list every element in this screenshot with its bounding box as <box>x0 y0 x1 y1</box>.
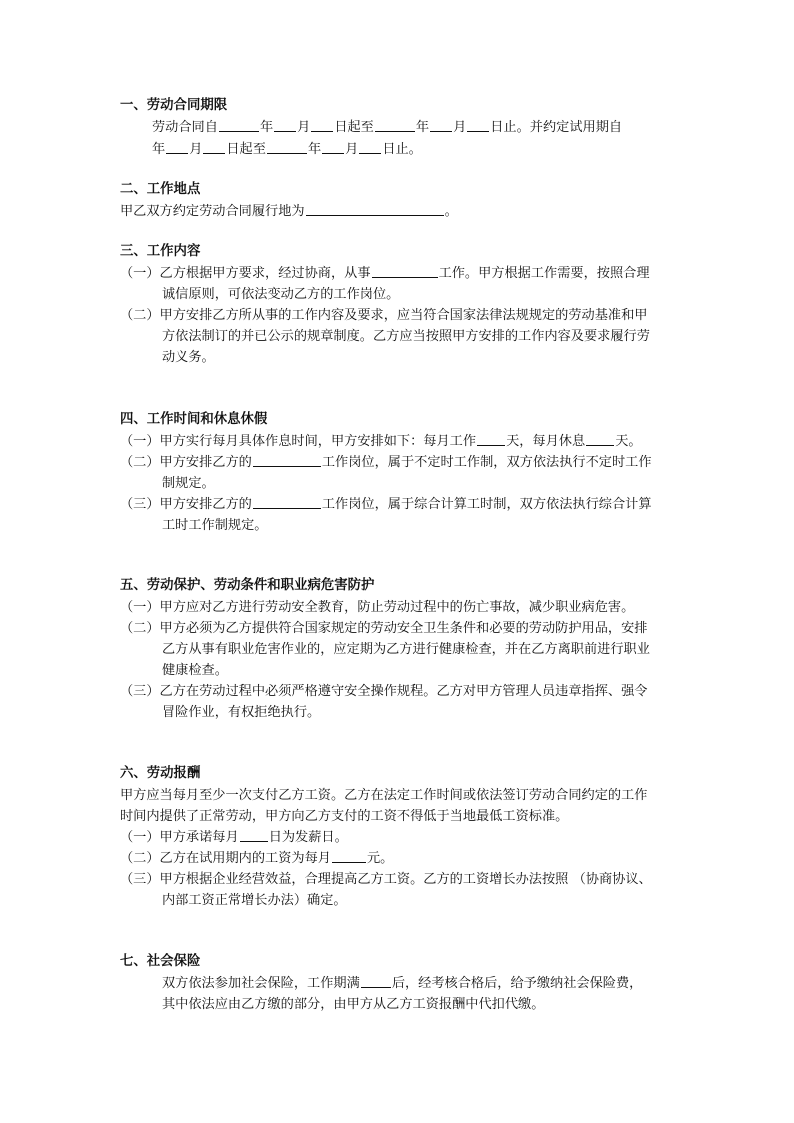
labor-protection-item-2-cont-1: 乙方从事有职业危害作业的，应定期为乙方进行健康检查，并在乙方离职前进行职业 <box>162 642 650 657</box>
remuneration-item-3-cont: 内部工资正常增长办法）确定。 <box>162 893 347 908</box>
working-hours-item-2-cont: 制规定。 <box>162 476 215 491</box>
labor-protection-item-2: （二）甲方必须为乙方提供符合国家规定的劳动安全卫生条件和必要的劳动防护用品，安排 <box>120 621 648 636</box>
remuneration-item-2: （二）乙方在试用期内的工资为每月 元。 <box>120 851 394 866</box>
term-line-1: 劳动合同自 年 月 日起至 年 月 日止。并约定试用期自 <box>152 120 623 135</box>
probation-end-month-blank[interactable] <box>322 140 344 154</box>
work-place-line: 甲乙双方约定劳动合同履行地为 。 <box>120 204 458 219</box>
section-heading-working-hours: 四、工作时间和休息休假 <box>120 412 268 427</box>
probation-salary-blank[interactable] <box>332 849 366 863</box>
probation-start-day-blank[interactable] <box>203 140 225 154</box>
work-days-blank[interactable] <box>477 432 505 446</box>
work-content-item-2: （二）甲方安排乙方所从事的工作内容及要求，应当符合国家法律法规规定的劳动基准和甲 <box>120 308 648 323</box>
work-place-blank[interactable] <box>306 202 444 216</box>
working-hours-item-1: （一）甲方实行每月具体作息时间，甲方安排如下：每月工作 天，每月休息 天。 <box>120 434 642 449</box>
work-content-item-2-cont-1: 方依法制订的并已公示的规章制度。乙方应当按照甲方安排的工作内容及要求履行劳 <box>162 329 650 344</box>
work-content-item-1: （一）乙方根据甲方要求，经过协商，从事 工作。甲方根据工作需要，按照合理 <box>120 266 650 281</box>
working-hours-item-2: （二）甲方安排乙方的 工作岗位，属于不定时工作制，双方依法执行不定时工作 <box>120 455 652 470</box>
remuneration-item-1: （一）甲方承诺每月 日为发薪日。 <box>120 830 348 845</box>
work-content-item-2-cont-2: 动义务。 <box>162 350 215 365</box>
comprehensive-post-blank[interactable] <box>253 495 321 509</box>
start-month-blank[interactable] <box>274 118 296 132</box>
working-hours-item-3: （三）甲方安排乙方的 工作岗位，属于综合计算工时制，双方依法执行综合计算 <box>120 497 652 512</box>
working-hours-item-3-cont: 工时工作制规定。 <box>162 518 268 533</box>
payday-blank[interactable] <box>240 828 268 842</box>
remuneration-paragraph-line-1: 甲方应当每月至少一次支付乙方工资。乙方在法定工作时间或依法签订劳动合同约定的工作 <box>120 788 648 803</box>
section-heading-work-place: 二、工作地点 <box>120 182 201 197</box>
section-heading-work-content: 三、工作内容 <box>120 244 201 259</box>
section-heading-remuneration: 六、劳动报酬 <box>120 766 201 781</box>
term-line-2: 年 月 日起至 年 月 日止。 <box>152 142 422 157</box>
probation-start-month-blank[interactable] <box>166 140 188 154</box>
end-year-blank[interactable] <box>375 118 415 132</box>
remuneration-item-3: （三）甲方根据企业经营效益，合理提高乙方工资。乙方的工资增长办法按照 （协商协议、 <box>120 872 652 887</box>
rest-days-blank[interactable] <box>586 432 614 446</box>
labor-protection-item-3-cont: 冒险作业，有权拒绝执行。 <box>162 705 321 720</box>
social-insurance-line-1: 双方依法参加社会保险，工作期满 后，经考核合格后，给予缴纳社会保险费， <box>162 976 643 991</box>
section-heading-labor-protection: 五、劳动保护、劳动条件和职业病危害防护 <box>120 578 375 593</box>
labor-protection-item-2-cont-2: 健康检查。 <box>162 663 228 678</box>
job-blank[interactable] <box>372 264 438 278</box>
section-heading-social-insurance: 七、社会保险 <box>120 954 201 969</box>
start-year-blank[interactable] <box>219 118 259 132</box>
labor-protection-item-3: （三）乙方在劳动过程中必须严格遵守安全操作规程。乙方对甲方管理人员违章指挥、强令 <box>120 684 648 699</box>
end-month-blank[interactable] <box>430 118 452 132</box>
work-content-item-1-cont: 诚信原则，可依法变动乙方的工作岗位。 <box>162 287 400 302</box>
service-period-blank[interactable] <box>361 974 391 988</box>
social-insurance-line-2: 其中依法应由乙方缴的部分，由甲方从乙方工资报酬中代扣代缴。 <box>162 997 545 1012</box>
end-day-blank[interactable] <box>467 118 489 132</box>
remuneration-paragraph-line-2: 时间内提供了正常劳动，甲方向乙方支付的工资不得低于当地最低工资标准。 <box>120 809 569 824</box>
start-day-blank[interactable] <box>311 118 333 132</box>
section-heading-contract-term: 一、劳动合同期限 <box>120 98 228 113</box>
flexible-post-blank[interactable] <box>253 453 321 467</box>
labor-protection-item-1: （一）甲方应对乙方进行劳动安全教育，防止劳动过程中的伤亡事故，减少职业病危害。 <box>120 600 635 615</box>
probation-end-day-blank[interactable] <box>359 140 381 154</box>
probation-end-year-blank[interactable] <box>267 140 307 154</box>
